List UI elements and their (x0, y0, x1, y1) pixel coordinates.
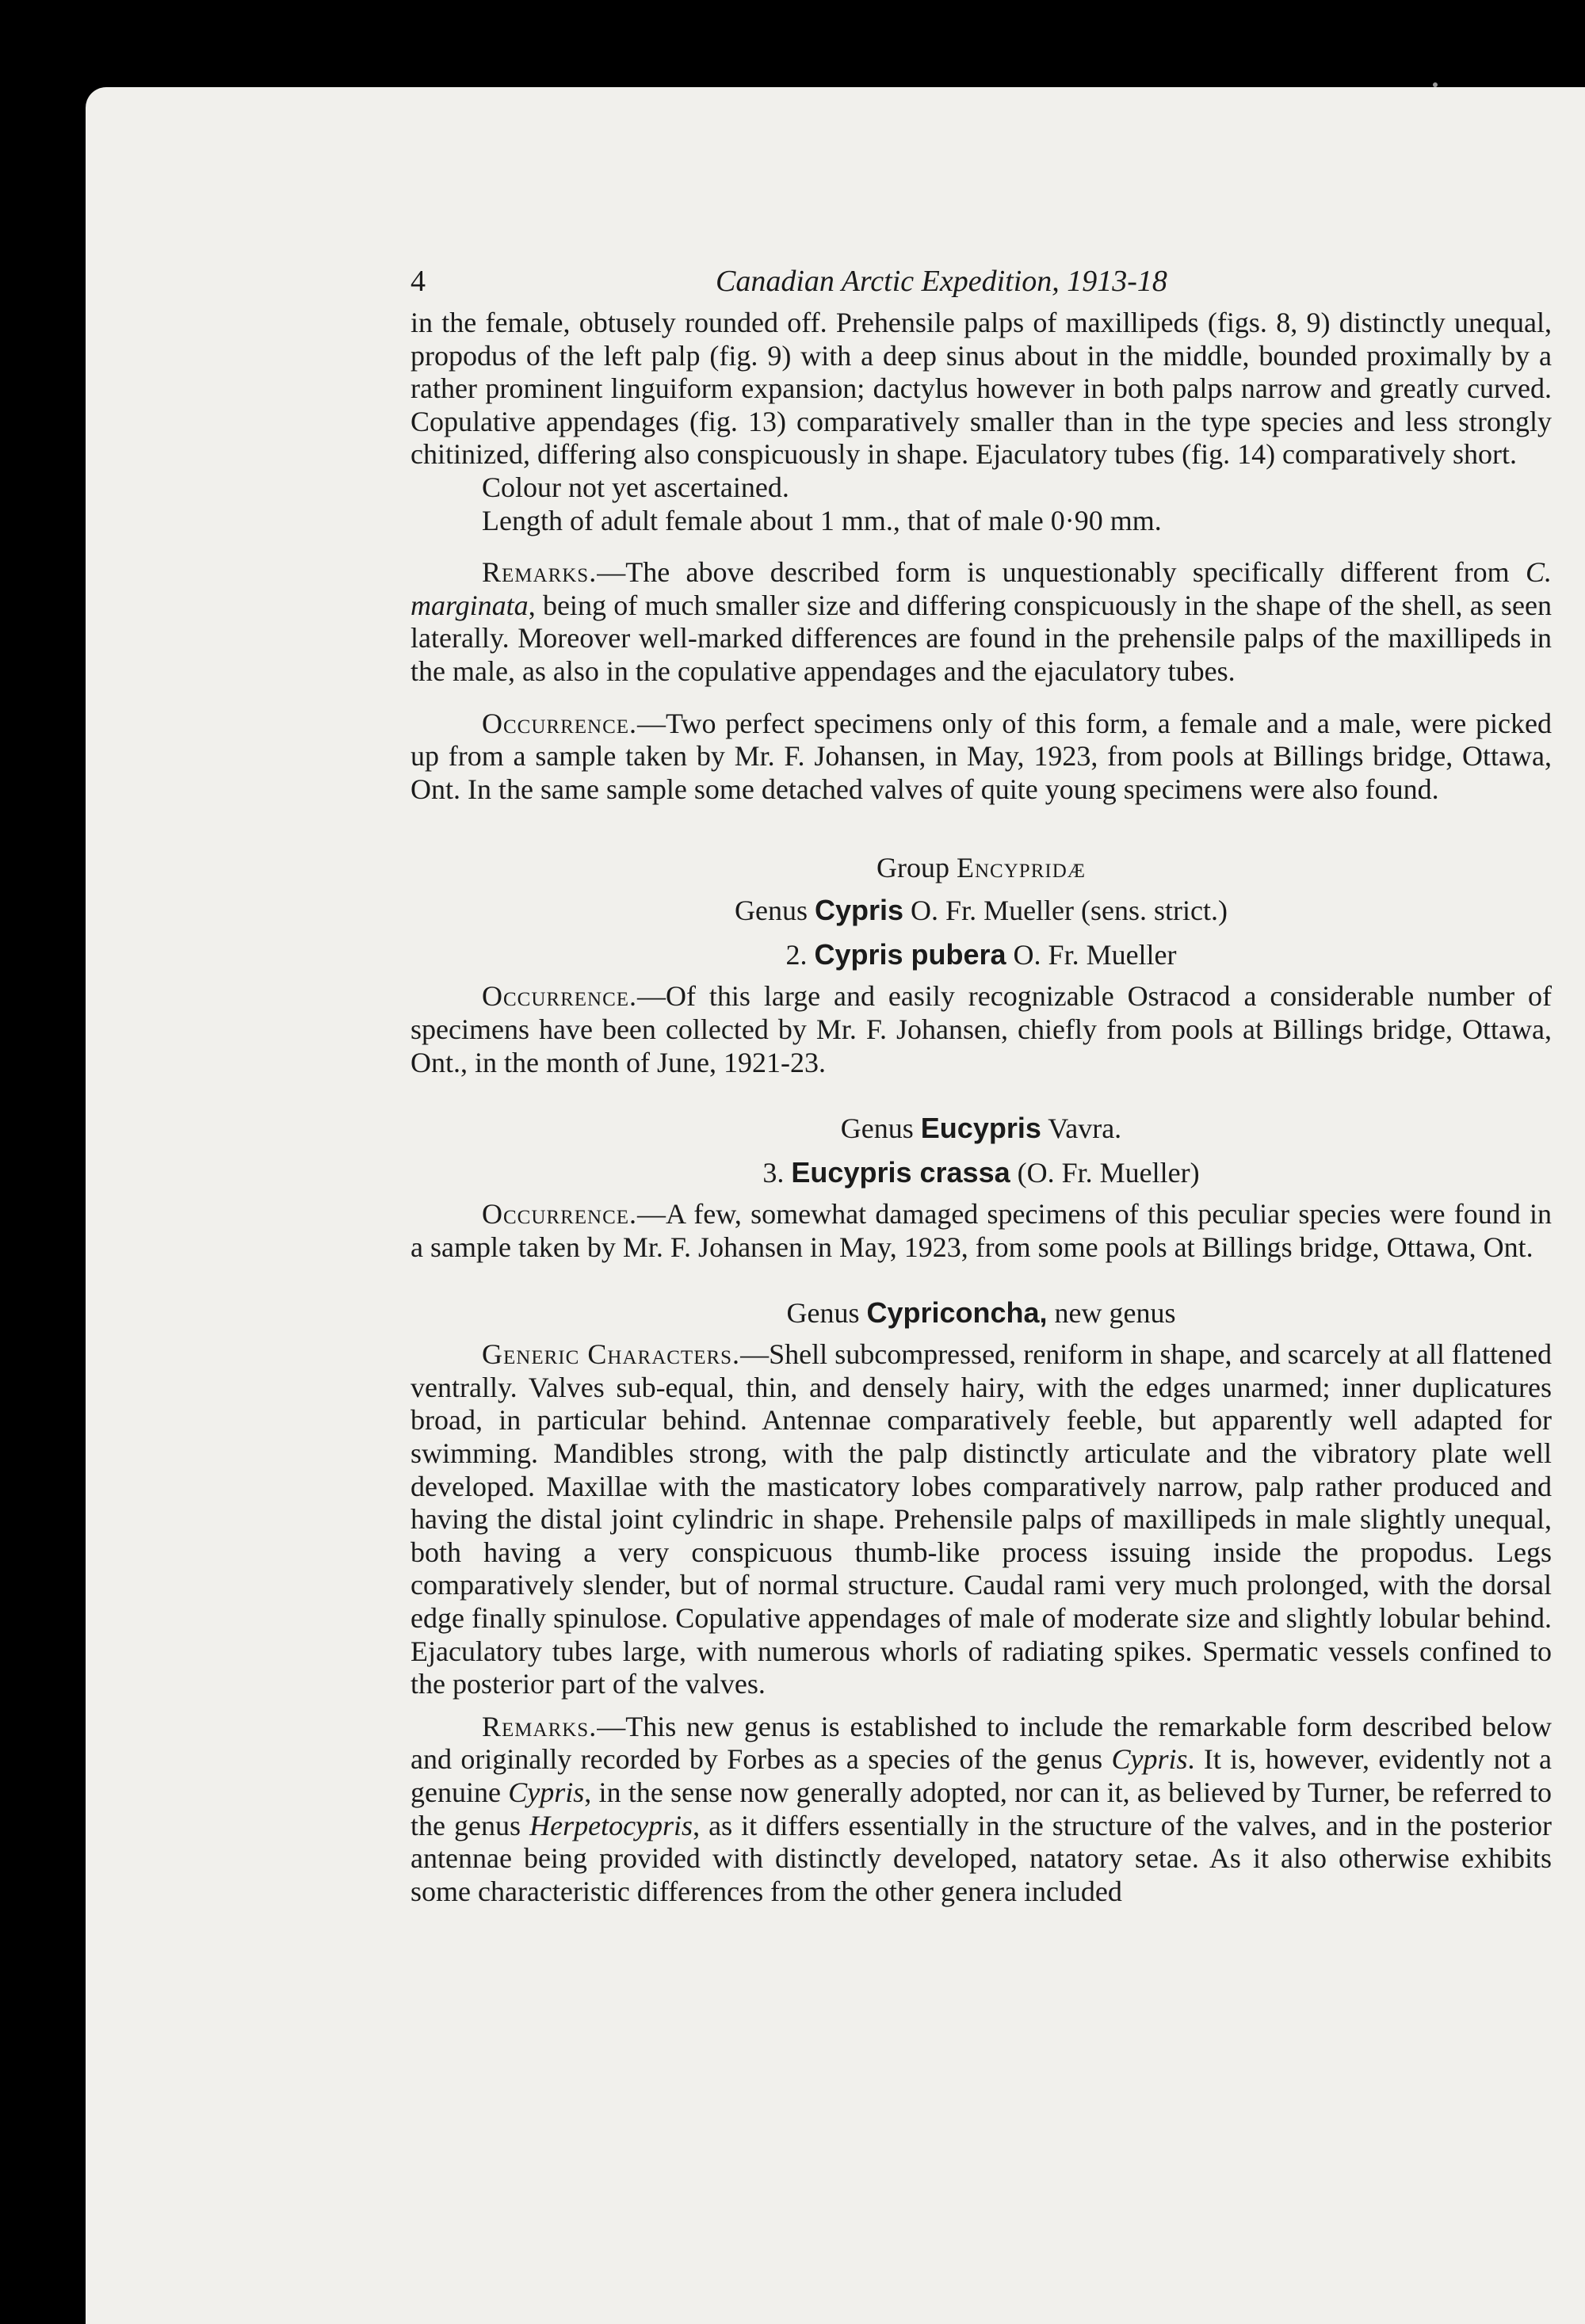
colour-line: Colour not yet ascertained. (482, 471, 789, 503)
occurrence-paragraph-3 (411, 1198, 1552, 1264)
remarks-text: , as it differs essentially in the structure of the valves, and in the posterior antennae being provided with distinctly developed, natatory setae. As it also otherwise exhibits some characteristic differences from the other genera included (411, 1809, 1553, 1907)
remarks-text: , being of much smaller size and differing conspicuously in the shape of the shell, as seen laterally. Moreover well-marked differences are found in the prehensile palps of the maxillipeds in the male, as also in the copulative appendages and the ejaculatory tubes. (411, 589, 1552, 687)
genus-note: new genus (1047, 1297, 1176, 1330)
species-authority: O. Fr. Mueller (1006, 939, 1177, 971)
generic-characters-text: —Shell subcompressed, reniform in shape, and scarcely at all flattened ventrally. Valves sub-equal, thin, and densely hairy, with the edges unarmed; inner duplicatures broad, in particular behind. Antennae comparatively feeble, but apparently well adapted for swimming. Mandibles strong, with the palp distinctly articulate and the vibratory plate well developed. Maxillae with the masticatory lobes comparatively narrow, palp rather produced and having the distal joint cylindric in shape. Prehensile palps of maxillipeds in male slightly unequal, both having a very conspicuous thumb-like process issuing inside the propodus. Legs comparatively slender, but of normal structure. Caudal rami very much prolonged, with the dorsal edge finally spinulose. Copulative appendages of male of moderate size and slightly lobular behind. Ejaculatory tubes large, with numerous whorls of radiating spikes. Spermatic vessels confined to the posterior part of the valves. (411, 1338, 1552, 1700)
genus-prefix: Genus (840, 1112, 921, 1145)
genus-italic: Cypris (1111, 1743, 1188, 1776)
remarks-label: Remarks. (482, 556, 598, 589)
remarks-label: Remarks. (482, 1710, 598, 1742)
species-name: Eucypris crassa (791, 1156, 1010, 1189)
remarks-text: —The above described form is unquestionably specifically different from (597, 556, 1526, 589)
length-line: Length of adult female about 1 mm., that of male 0·90 mm. (482, 504, 1162, 536)
genus-heading-cypris (411, 893, 1552, 928)
species-authority: (O. Fr. Mueller) (1010, 1157, 1200, 1189)
species-number: 3. (762, 1157, 792, 1189)
remarks-paragraph-2 (411, 1711, 1552, 1909)
group-name: Encypridæ (957, 852, 1086, 884)
occurrence-label: Occurrence. (482, 1198, 638, 1231)
genus-name: Cypriconcha, (866, 1296, 1048, 1330)
occurrence-text: —Two perfect specimens only of this form, a female and a male, were picked up from a sample taken by Mr. F. Johansen, in May, 1923, from pools at Billings bridge, Ottawa, Ont. In the same sample some detached valves of quite young specimens were also found. (411, 707, 1552, 805)
generic-characters-label: Generic Characters. (482, 1338, 741, 1371)
occurrence-paragraph-2 (411, 980, 1552, 1079)
page-number: 4 (411, 265, 426, 298)
species-heading-3 (411, 1155, 1552, 1190)
genus-italic: Cypris (508, 1776, 585, 1808)
occurrence-paragraph-1 (411, 708, 1552, 807)
genus-authority: Vavra. (1041, 1112, 1122, 1145)
genus-prefix: Genus (786, 1297, 867, 1330)
genus-name: Cypris (815, 894, 904, 927)
page-content (411, 265, 1552, 1908)
species-italic: C. marginata (411, 556, 1552, 621)
genus-authority: O. Fr. Mueller (sens. strict.) (903, 895, 1228, 927)
running-header (411, 265, 1552, 307)
remarks-text: . It is, however, evidently not a genuine (411, 1743, 1553, 1808)
intro-paragraph: in the female, obtusely rounded off. Prehensile palps of maxillipeds (figs. 8, 9) distinctly unequal, propodus of the left palp (fig. 9) with a deep sinus about in the middle, bounded proximally by a rather prominent linguiform expansion; dactylus however in both palps narrow and greatly curved. Copulative appendages (fig. 13) comparatively smaller than in the type species and less strongly chitinized, differing also conspicuously in shape. Ejaculatory tubes (fig. 14) comparatively short. (411, 307, 1552, 471)
genus-prefix: Genus (735, 895, 815, 927)
species-heading-2 (411, 937, 1552, 972)
group-heading (411, 850, 1552, 885)
occurrence-label: Occurrence. (482, 707, 638, 739)
genus-name: Eucypris (920, 1112, 1041, 1145)
genus-italic: Herpetocypris (529, 1809, 693, 1841)
remarks-text: —This new genus is established to include the remarkable form described below and originally recorded by Forbes as a species of the genus (411, 1710, 1552, 1776)
species-name: Cypris pubera (814, 938, 1006, 971)
occurrence-label: Occurrence. (482, 980, 638, 1013)
genus-heading-eucypris (411, 1111, 1552, 1146)
running-title: Canadian Arctic Expedition, 1913-18 (716, 265, 1167, 298)
species-number: 2. (785, 939, 815, 971)
generic-characters-paragraph (411, 1338, 1552, 1701)
remarks-text: , in the sense now generally adopted, nor can it, as believed by Turner, be referred to the genus (411, 1776, 1552, 1841)
group-prefix: Group (877, 852, 957, 884)
scan-artifact (1433, 82, 1438, 87)
occurrence-text: —A few, somewhat damaged specimens of this peculiar species were found in a sample taken by Mr. F. Johansen in May, 1923, from some pools at Billings bridge, Ottawa, Ont. (411, 1198, 1552, 1263)
remarks-paragraph-1 (411, 556, 1552, 688)
occurrence-text: —Of this large and easily recognizable Ostracod a considerable number of specimens have been collected by Mr. F. Johansen, chiefly from pools at Billings bridge, Ottawa, Ont., in the month of June, 1921-23. (411, 980, 1552, 1078)
genus-heading-cypriconcha (411, 1296, 1552, 1330)
